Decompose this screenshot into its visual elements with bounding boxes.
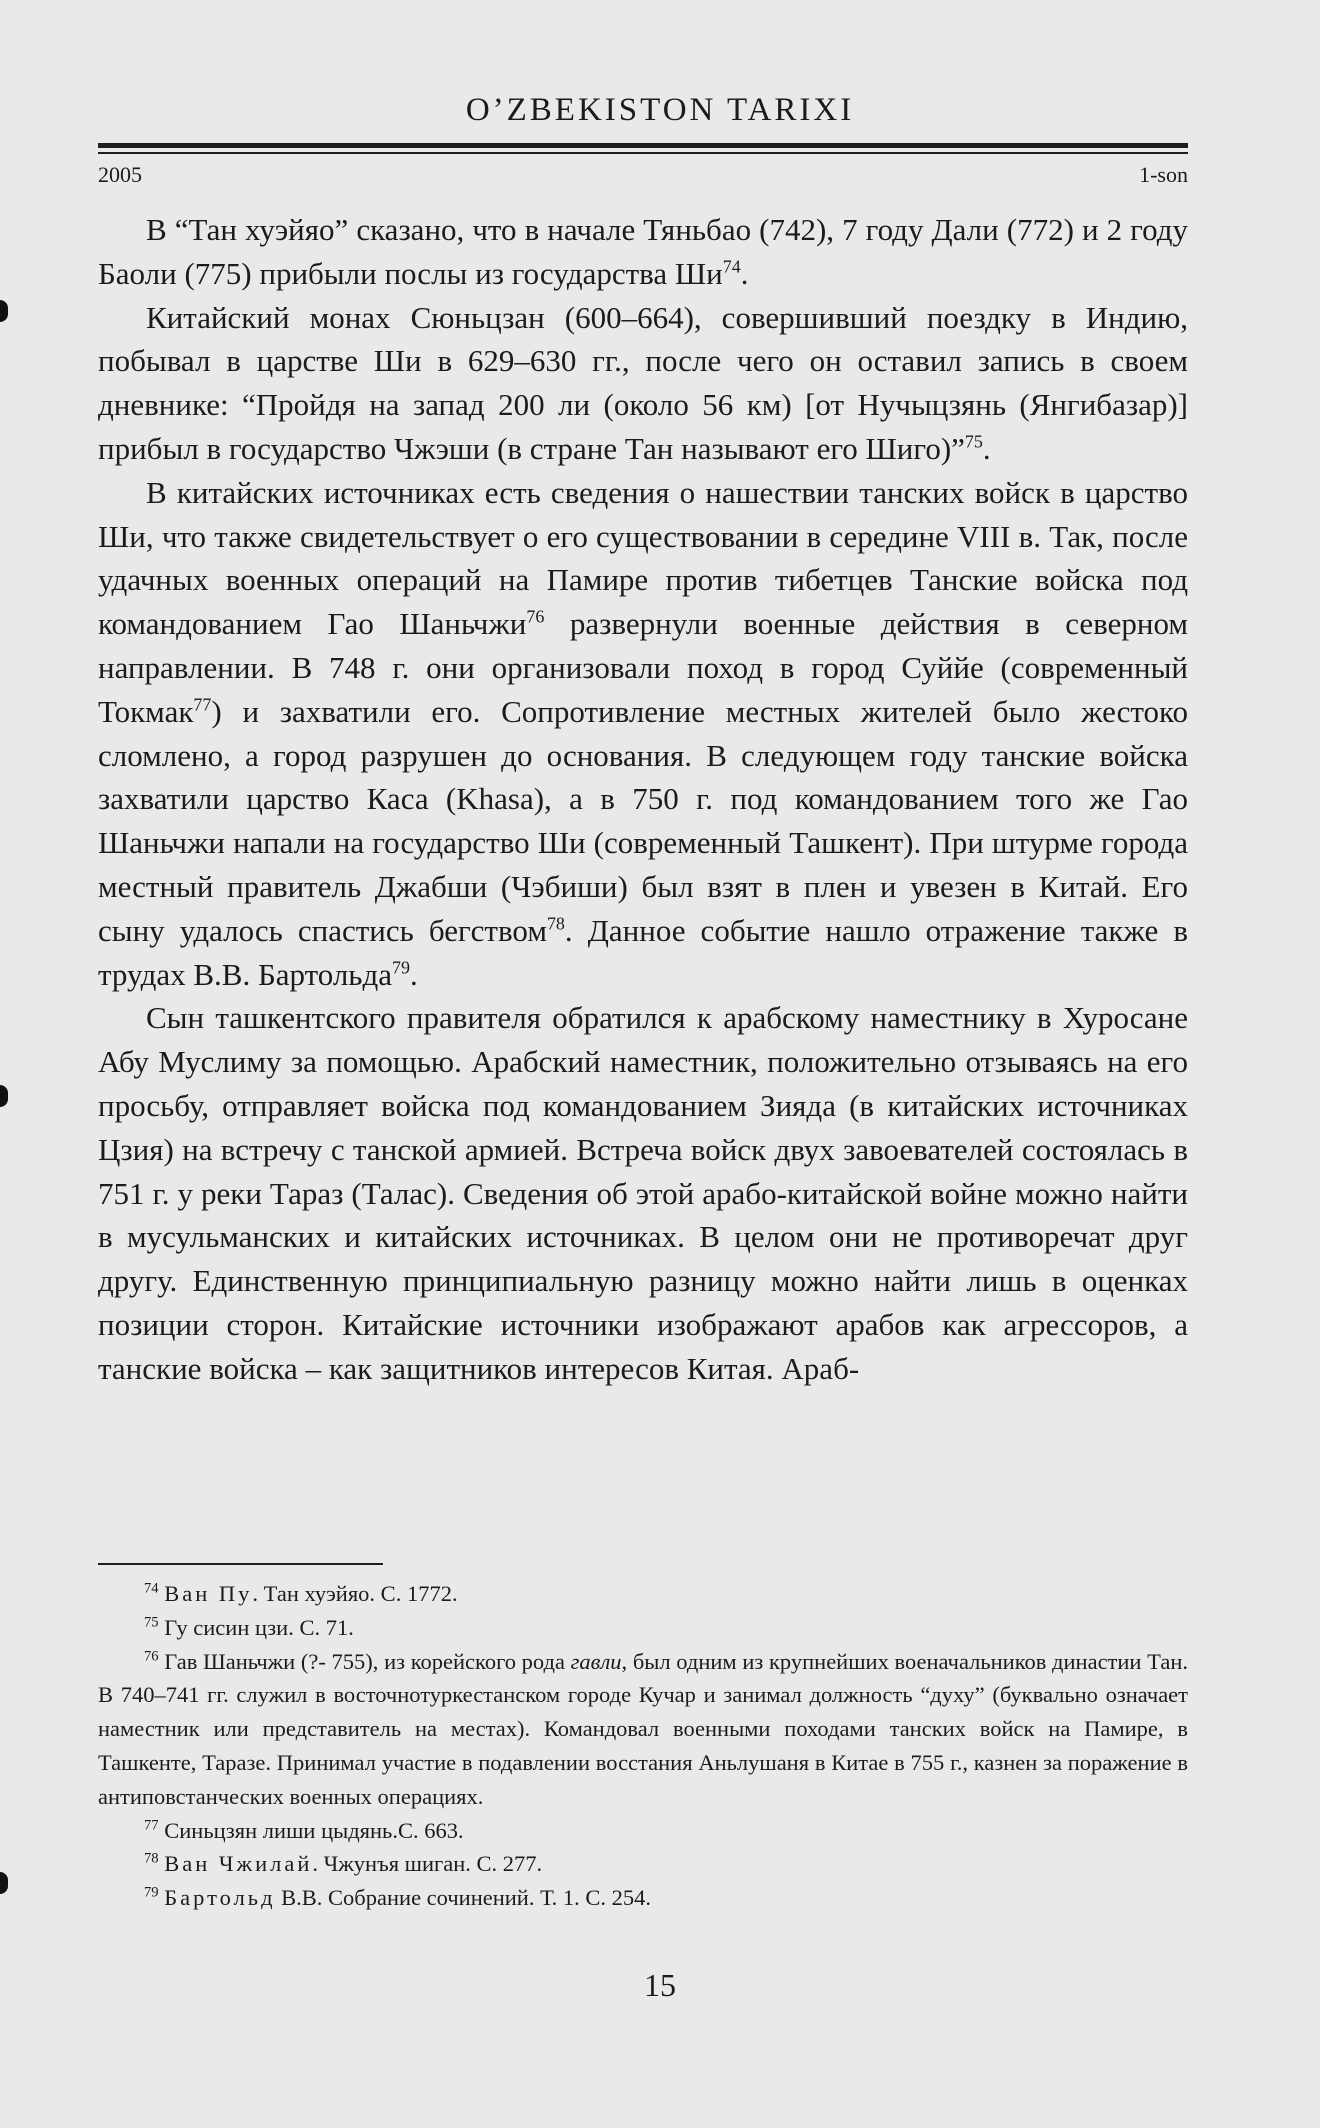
footnote-text: Гу сисин цзи. С. 71. (164, 1614, 354, 1640)
footnote-74 (98, 1577, 1188, 1611)
footnote-author: Ван Чжилай (164, 1851, 313, 1877)
paragraph (98, 296, 1188, 471)
article-body (98, 208, 1188, 1391)
paragraph-text: Китайский монах Сюньцзан (600–664), совершивший поездку в Индию, побывал в царстве Ши в 629–630 гг., после чего он оставил запись в своем дневнике: “Пройдя на запад 200 ли (около 56 км) [от Нучыцзянь (Янгибазар)] прибыл в государство Чжэши (в стране Тан называют его Шиго)” (98, 299, 1188, 466)
paragraph-text: . (409, 956, 418, 992)
footnote-77 (98, 1814, 1188, 1848)
paragraph (98, 471, 1188, 997)
paragraph-text: ) и захватили его. Сопротивление местных жителей было жестоко сломлено, а город разрушен до основания. В следующем году танские войска захватили царство Каса (Khasa), а в 750 г. под командованием того же Гао Шаньчжи напали на государство Ши (современный Ташкент). При штурме города местный правитель Джабши (Чэбиши) был взят в плен и увезен в Китай. Его сыну удалось спастись бегством (98, 693, 1188, 948)
paragraph-text: . (982, 430, 991, 466)
header-rule-thick (98, 143, 1188, 148)
footnote-separator (98, 1563, 383, 1565)
footnote-ref: 76 (526, 606, 545, 627)
paragraph-text: . (740, 255, 749, 291)
footnote-author: Бартольд (164, 1885, 276, 1911)
footnote-text: Гав Шаньчжи (?- 755), из корейского рода (164, 1648, 571, 1674)
footnote-number: 79 (144, 1884, 159, 1901)
footnote-ref: 75 (964, 431, 983, 452)
footnotes (98, 1577, 1188, 1915)
paragraph (98, 996, 1188, 1390)
footnote-ref: 79 (391, 957, 410, 978)
footnote-italic-term: гавли (570, 1648, 622, 1674)
paragraph-text: Сын ташкентского правителя обратился к арабскому наместнику в Хуросане Абу Муслиму за помощью. Арабский наместник, положительно отзываясь на его просьбу, отправляет войска под командованием Зияда (в китайских источниках Цзия) на встречу с танской армией. Встреча войск двух завоевателей состоялась в 751 г. у реки Тараз (Талас). Сведения об этой арабо-китайской войне можно найти в мусульманских и китайских источниках. В целом они не противоречат друг другу. Единственную принципиальную разницу можно найти лишь в оценках позиции сторон. Китайские источники изображают арабов как агрессоров, а танские войска – как защитников интересов Китая. Араб- (98, 1000, 1188, 1386)
footnote-author: Ван Пу (164, 1581, 253, 1606)
punch-hole-mark (0, 300, 8, 322)
header-rule-thin (98, 152, 1188, 154)
footnote-75 (98, 1611, 1188, 1645)
footnote-text: , был одним из крупнейших военачальников династии Тан. В 740–741 гг. служил в восточнотуркестанском городе Кучар и занимал должность “духу” (буквально означает наместник или представитель на местах). Командовал военными походами танских войск на Памире, в Ташкенте, Таразе. Принимал участие в подавлении восстания Аньлушаня в Китае в 755 г., казнен за поражение в антиповстанческих военных операциях. (98, 1648, 1188, 1809)
footnote-number: 75 (144, 1614, 159, 1631)
footnote-number: 77 (144, 1817, 159, 1834)
footnote-number: 74 (144, 1580, 159, 1597)
paragraph-text: В “Тан хуэйяо” сказано, что в начале Тяньбао (742), 7 году Дали (772) и 2 году Баоли (775) прибыли послы из государства Ши (98, 212, 1188, 291)
footnote-78 (98, 1847, 1188, 1881)
paragraph-text: развернули военные действия в северном направлении. В 748 г. они организовали поход в город Суййе (современный Токмак (98, 606, 1188, 729)
journal-title: O’ZBEKISTON TARIXI (465, 92, 855, 128)
footnote-ref: 77 (193, 694, 212, 715)
issue-year: 2005 (98, 162, 142, 187)
footnote-ref: 74 (722, 256, 741, 277)
footnote-text: В.В. Собрание сочинений. Т. 1. С. 254. (275, 1885, 651, 1911)
footnote-ref: 78 (546, 913, 565, 934)
issue-number: 1-son (1139, 162, 1188, 187)
page-number: 15 (644, 1967, 676, 2003)
footnote-76 (98, 1645, 1188, 1814)
punch-hole-mark (0, 1872, 8, 1894)
paragraph-text: В китайских источниках есть сведения о нашествии танских войск в царство Ши, что также свидетельствует о его существовании в середине VIII в. Так, после удачных военных операций на Памире против тибетцев Танские войска под командованием Гао Шаньчжи (98, 474, 1188, 642)
footnote-text: . Чжунъя шиган. С. 277. (312, 1851, 543, 1877)
footnote-79 (98, 1881, 1188, 1915)
paragraph (98, 208, 1188, 296)
footnote-number: 76 (144, 1648, 159, 1665)
footnote-number: 78 (144, 1850, 159, 1867)
punch-hole-mark (0, 1085, 8, 1107)
paragraph-text: . Данное событие нашло отражение также в трудах В.В. Бартольда (98, 912, 1188, 992)
footnote-text: Синьцзян лиши цыдянь.С. 663. (164, 1817, 464, 1843)
footnote-text: . Тан хуэйяо. С. 1772. (252, 1581, 458, 1606)
